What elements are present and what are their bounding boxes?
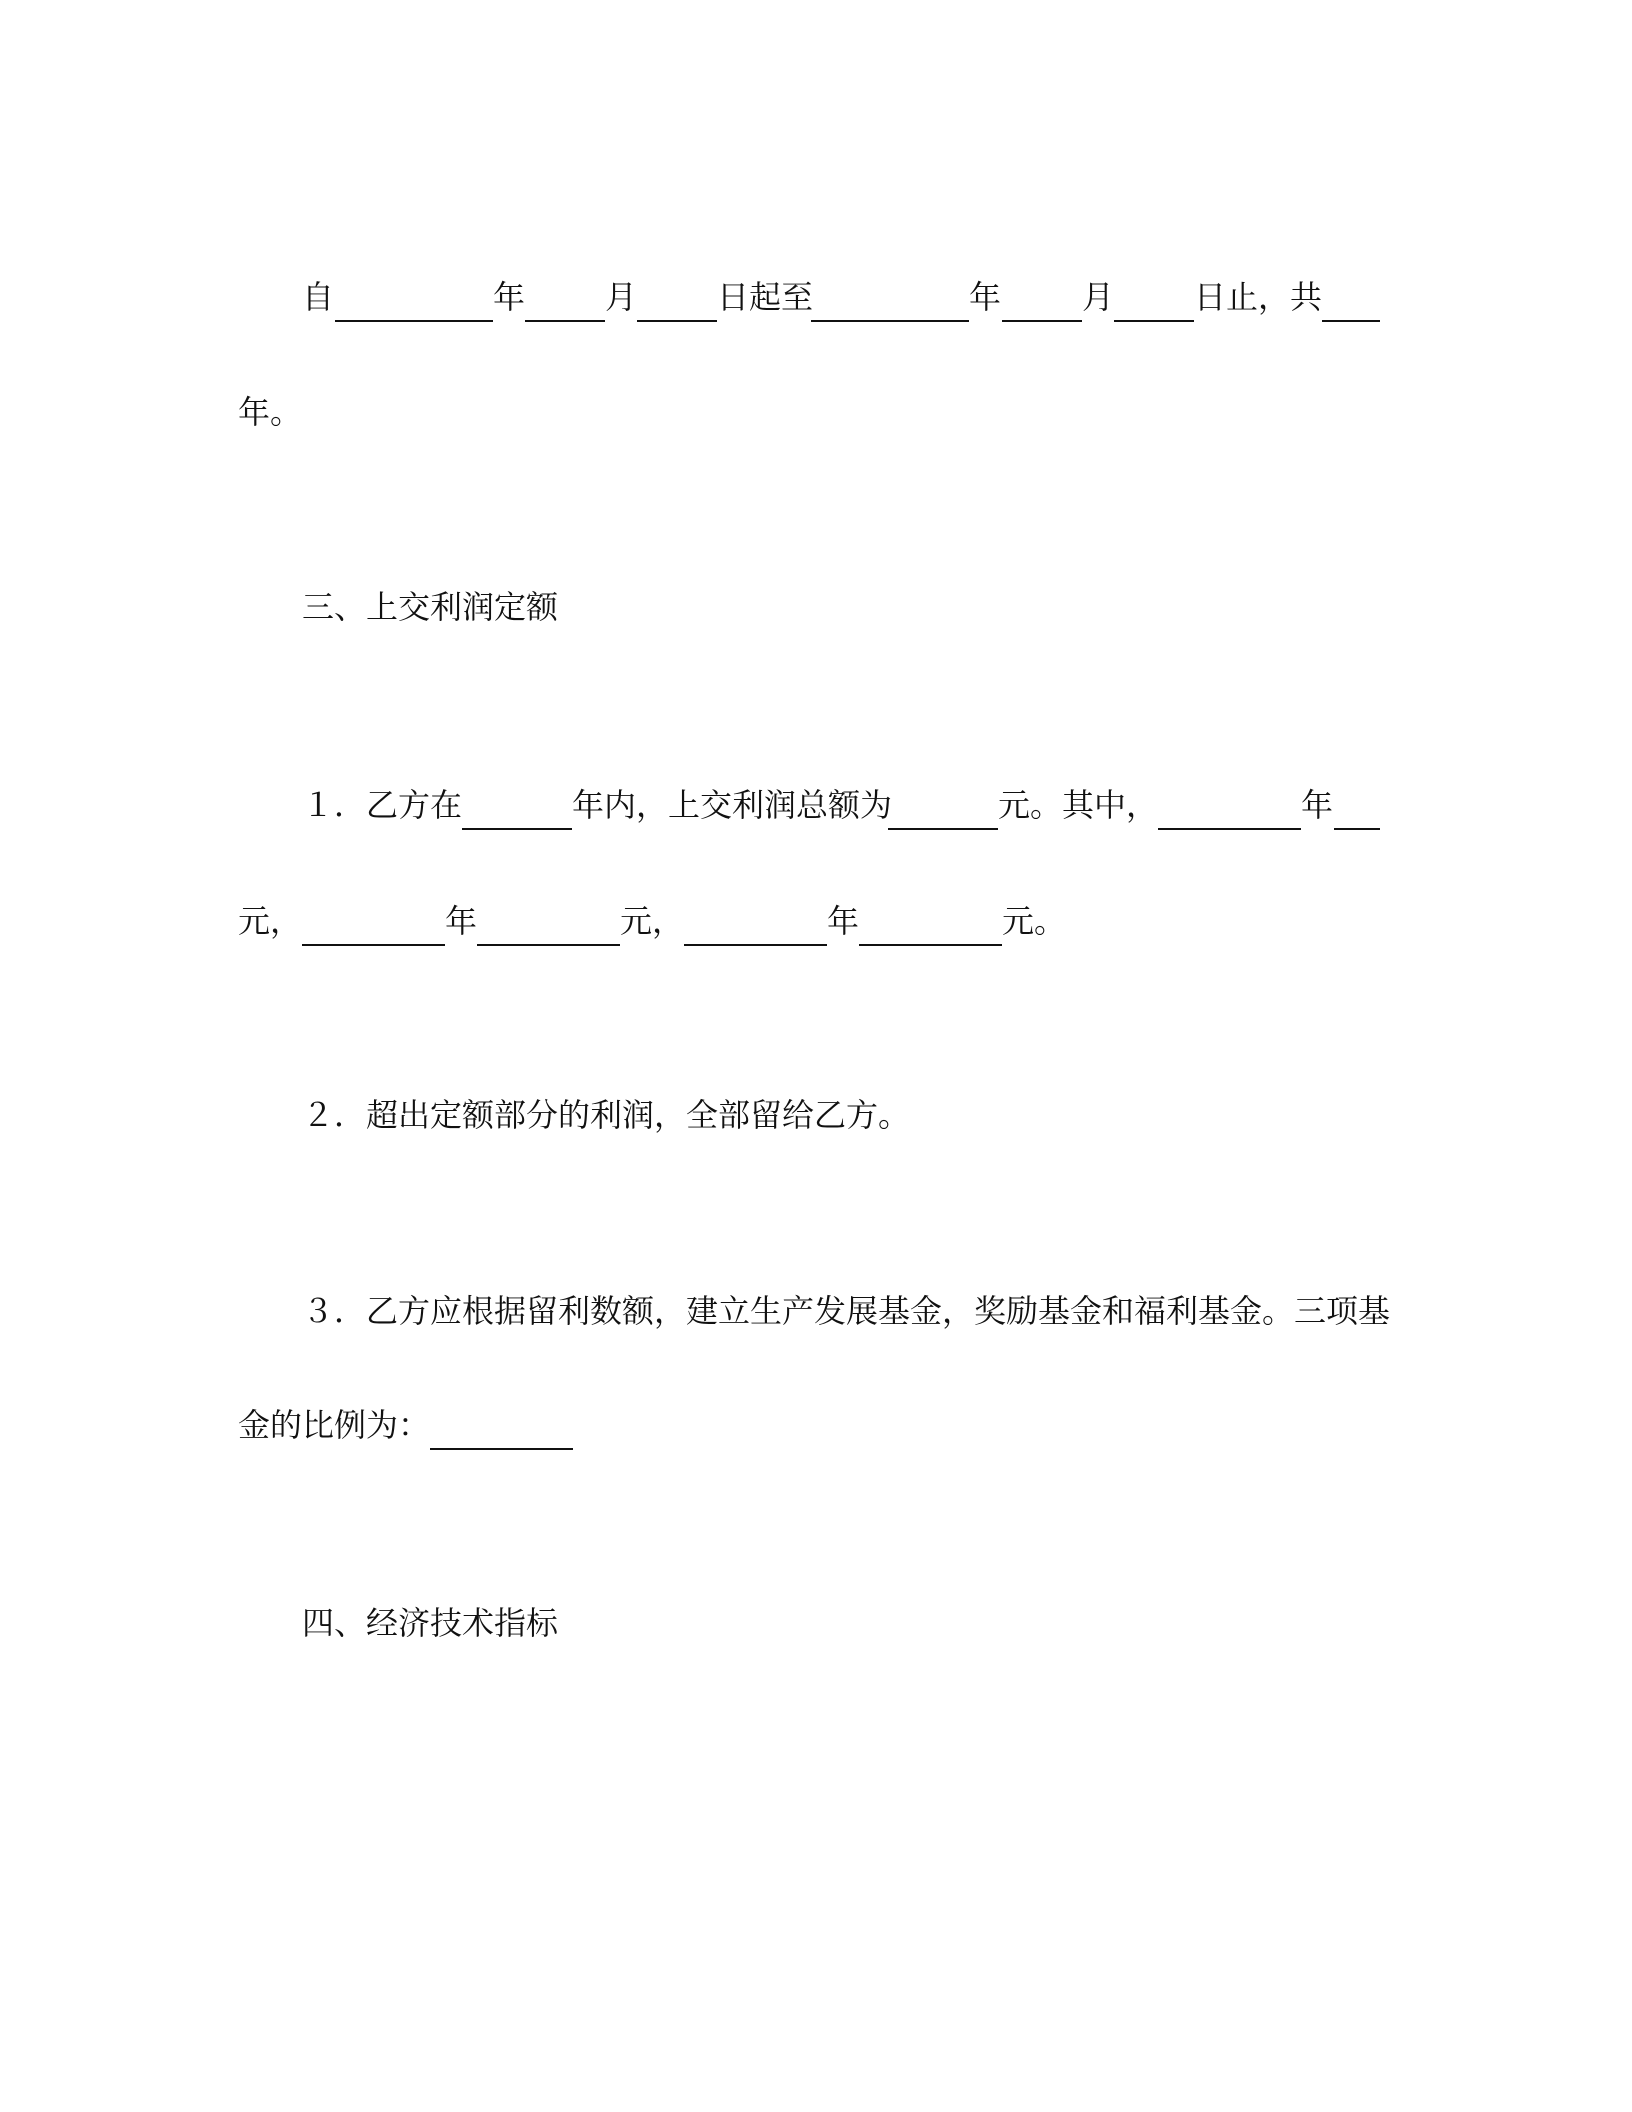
item-3-line-2 xyxy=(0,1400,1632,1450)
item-1-text-e: 元， xyxy=(238,902,303,940)
blank-end-month[interactable] xyxy=(1002,272,1082,322)
item-1-text-c: 元。其中， xyxy=(998,786,1159,824)
item-1-text-f: 年 xyxy=(445,902,478,940)
item-3-line-1 xyxy=(0,1286,1632,1336)
item-1-text-a: １．乙方在 xyxy=(302,786,463,824)
section-3-title: 三、上交利润定额 xyxy=(302,588,559,626)
term-text-day-total: 日止，共 xyxy=(1194,278,1323,316)
item-3-text-a: ３．乙方应根据留利数额，建立生产发展基金，奖励基金和福利基金。三项基 xyxy=(302,1292,1391,1330)
section-4-title: 四、经济技术指标 xyxy=(302,1604,559,1642)
term-line-1 xyxy=(0,272,1632,322)
blank-profit-total[interactable] xyxy=(888,780,998,830)
term-text-from: 自 xyxy=(302,278,335,316)
blank-year-3[interactable] xyxy=(684,896,827,946)
term-text-month-2: 月 xyxy=(1082,278,1115,316)
item-1-text-d: 年 xyxy=(1301,786,1334,824)
item-1-text-i: 元。 xyxy=(1002,902,1067,940)
section-4-heading xyxy=(0,1598,1632,1648)
blank-end-day[interactable] xyxy=(1114,272,1194,322)
item-3-text-b: 金的比例为： xyxy=(238,1406,431,1444)
term-text-year-2: 年 xyxy=(969,278,1002,316)
item-1-line-2 xyxy=(0,896,1632,946)
blank-year-2[interactable] xyxy=(302,896,445,946)
term-text-year: 年 xyxy=(493,278,526,316)
blank-total-years[interactable] xyxy=(1322,272,1380,322)
blank-start-year[interactable] xyxy=(335,272,493,322)
item-1-text-b: 年内，上交利润总额为 xyxy=(572,786,893,824)
term-line-2 xyxy=(0,387,1632,437)
term-text-day-to: 日起至 xyxy=(717,278,814,316)
blank-end-year[interactable] xyxy=(811,272,969,322)
blank-fund-ratio[interactable] xyxy=(430,1400,573,1450)
blank-year-1[interactable] xyxy=(1158,780,1301,830)
item-1-line-1 xyxy=(0,780,1632,830)
blank-amount-1[interactable] xyxy=(1334,780,1380,830)
term-text-years-end: 年。 xyxy=(238,393,303,431)
item-2-text: ２．超出定额部分的利润，全部留给乙方。 xyxy=(302,1096,911,1134)
blank-amount-2[interactable] xyxy=(477,896,620,946)
term-text-month: 月 xyxy=(605,278,638,316)
blank-start-month[interactable] xyxy=(525,272,605,322)
item-1-text-g: 元， xyxy=(620,902,685,940)
blank-profit-years[interactable] xyxy=(462,780,572,830)
section-3-heading xyxy=(0,582,1632,632)
item-1-text-h: 年 xyxy=(827,902,860,940)
blank-start-day[interactable] xyxy=(637,272,717,322)
item-2-line xyxy=(0,1090,1632,1140)
blank-amount-3[interactable] xyxy=(859,896,1002,946)
